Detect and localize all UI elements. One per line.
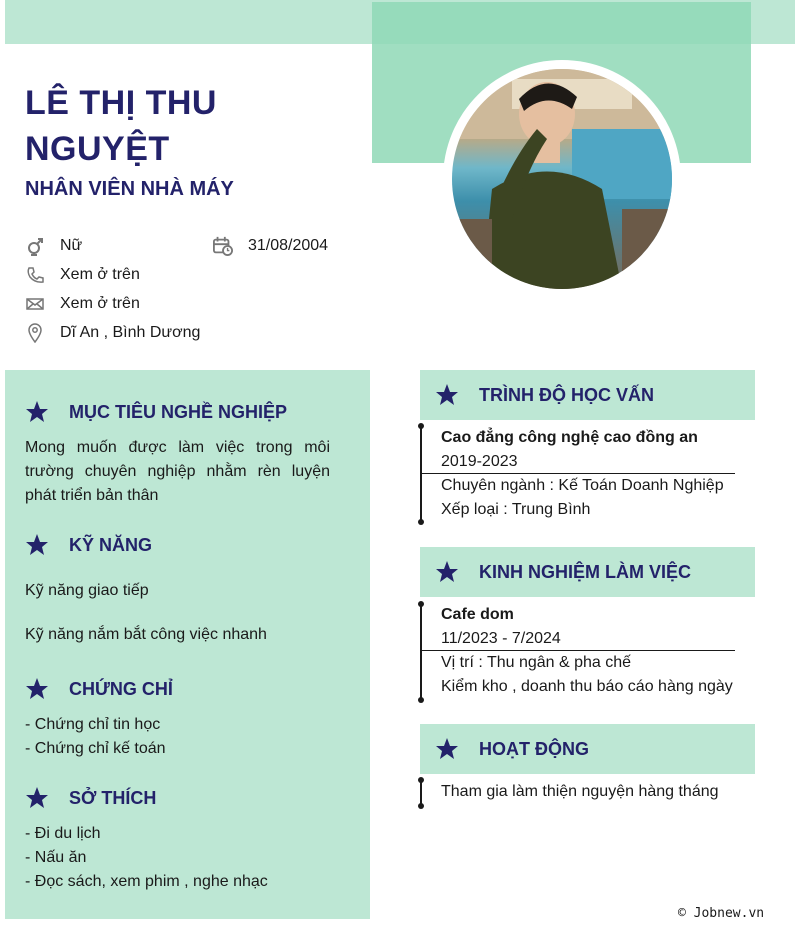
objective-title: MỤC TIÊU NGHỀ NGHIỆP (69, 401, 288, 422)
profile-photo-illustration (452, 69, 672, 289)
activity-text: Tham gia làm thiện nguyện hàng tháng (441, 783, 719, 800)
experience-period: 11/2023 - 7/2024 (441, 630, 561, 647)
education-title: TRÌNH ĐỘ HỌC VẤN (479, 385, 654, 405)
timeline-dot (418, 519, 424, 525)
star-icon (435, 560, 459, 584)
job-title: NHÂN VIÊN NHÀ MÁY (25, 178, 234, 200)
hobbies-title: SỞ THÍCH (69, 787, 157, 808)
timeline-dot (418, 697, 424, 703)
phone-icon (25, 265, 45, 285)
education-rank: Xếp loại : Trung Bình (441, 501, 591, 518)
envelope-icon (25, 294, 45, 314)
timeline-dot (418, 423, 424, 429)
star-icon (25, 400, 49, 424)
certificate-item: - Chứng chỉ kế toán (25, 740, 166, 757)
address-value: Dĩ An , Bình Dương (60, 324, 201, 341)
education-heading (420, 370, 755, 420)
birthday-value: 31/08/2004 (248, 237, 329, 254)
profile-photo (452, 69, 672, 289)
experience-title: KINH NGHIỆM LÀM VIỆC (479, 562, 692, 582)
address-row (25, 323, 200, 343)
certificate-item: - Chứng chỉ tin học (25, 716, 161, 733)
hobbies-heading (25, 786, 156, 810)
star-icon (25, 786, 49, 810)
education-timeline (420, 426, 422, 522)
calendar-icon (213, 236, 233, 256)
hobby-item: - Đi du lịch (25, 825, 101, 842)
star-icon (25, 533, 49, 557)
skills-heading (25, 533, 152, 557)
email-row (25, 294, 140, 314)
email-value: Xem ở trên (60, 295, 140, 312)
experience-duty: Kiểm kho , doanh thu báo cáo hàng ngày (441, 678, 733, 695)
objective-text: Mong muốn được làm việc trong môi trường chuyên nghiệp nhằm rèn luyện phát triển bản thân (25, 439, 330, 504)
hobby-item: - Nấu ăn (25, 849, 87, 866)
education-major: Chuyên ngành : Kế Toán Doanh Nghiệp (441, 477, 724, 494)
timeline-dot (418, 777, 424, 783)
gender-value: Nữ (60, 237, 83, 254)
timeline-dot (418, 803, 424, 809)
birthday-row (213, 236, 328, 256)
phone-row (25, 265, 140, 285)
experience-position: Vị trí : Thu ngân & pha chế (441, 654, 632, 671)
certificates-heading (25, 677, 173, 701)
skill-item: Kỹ năng nắm bắt công việc nhanh (25, 626, 267, 643)
timeline-dot (418, 601, 424, 607)
location-pin-icon (25, 323, 45, 343)
activities-heading (420, 724, 755, 774)
gender-icon (25, 236, 45, 256)
skills-title: KỸ NĂNG (69, 534, 153, 555)
activities-title: HOẠT ĐỘNG (479, 739, 589, 759)
star-icon (25, 677, 49, 701)
experience-heading (420, 547, 755, 597)
star-icon (435, 737, 459, 761)
objective-heading (25, 400, 287, 424)
footer-credit: © Jobnew.vn (678, 906, 765, 921)
hobby-item: - Đọc sách, xem phim , nghe nhạc (25, 873, 268, 890)
phone-value: Xem ở trên (60, 266, 140, 283)
candidate-name: LÊ THỊ THU NGUYỆT (25, 84, 217, 168)
education-period: 2019-2023 (441, 453, 518, 470)
gender-row (25, 236, 82, 256)
school-name: Cao đẳng công nghệ cao đồng an (441, 429, 698, 446)
company-name: Cafe dom (441, 606, 514, 623)
star-icon (435, 383, 459, 407)
certificates-title: CHỨNG CHỈ (69, 678, 173, 699)
skill-item: Kỹ năng giao tiếp (25, 582, 149, 599)
experience-timeline (420, 604, 422, 700)
